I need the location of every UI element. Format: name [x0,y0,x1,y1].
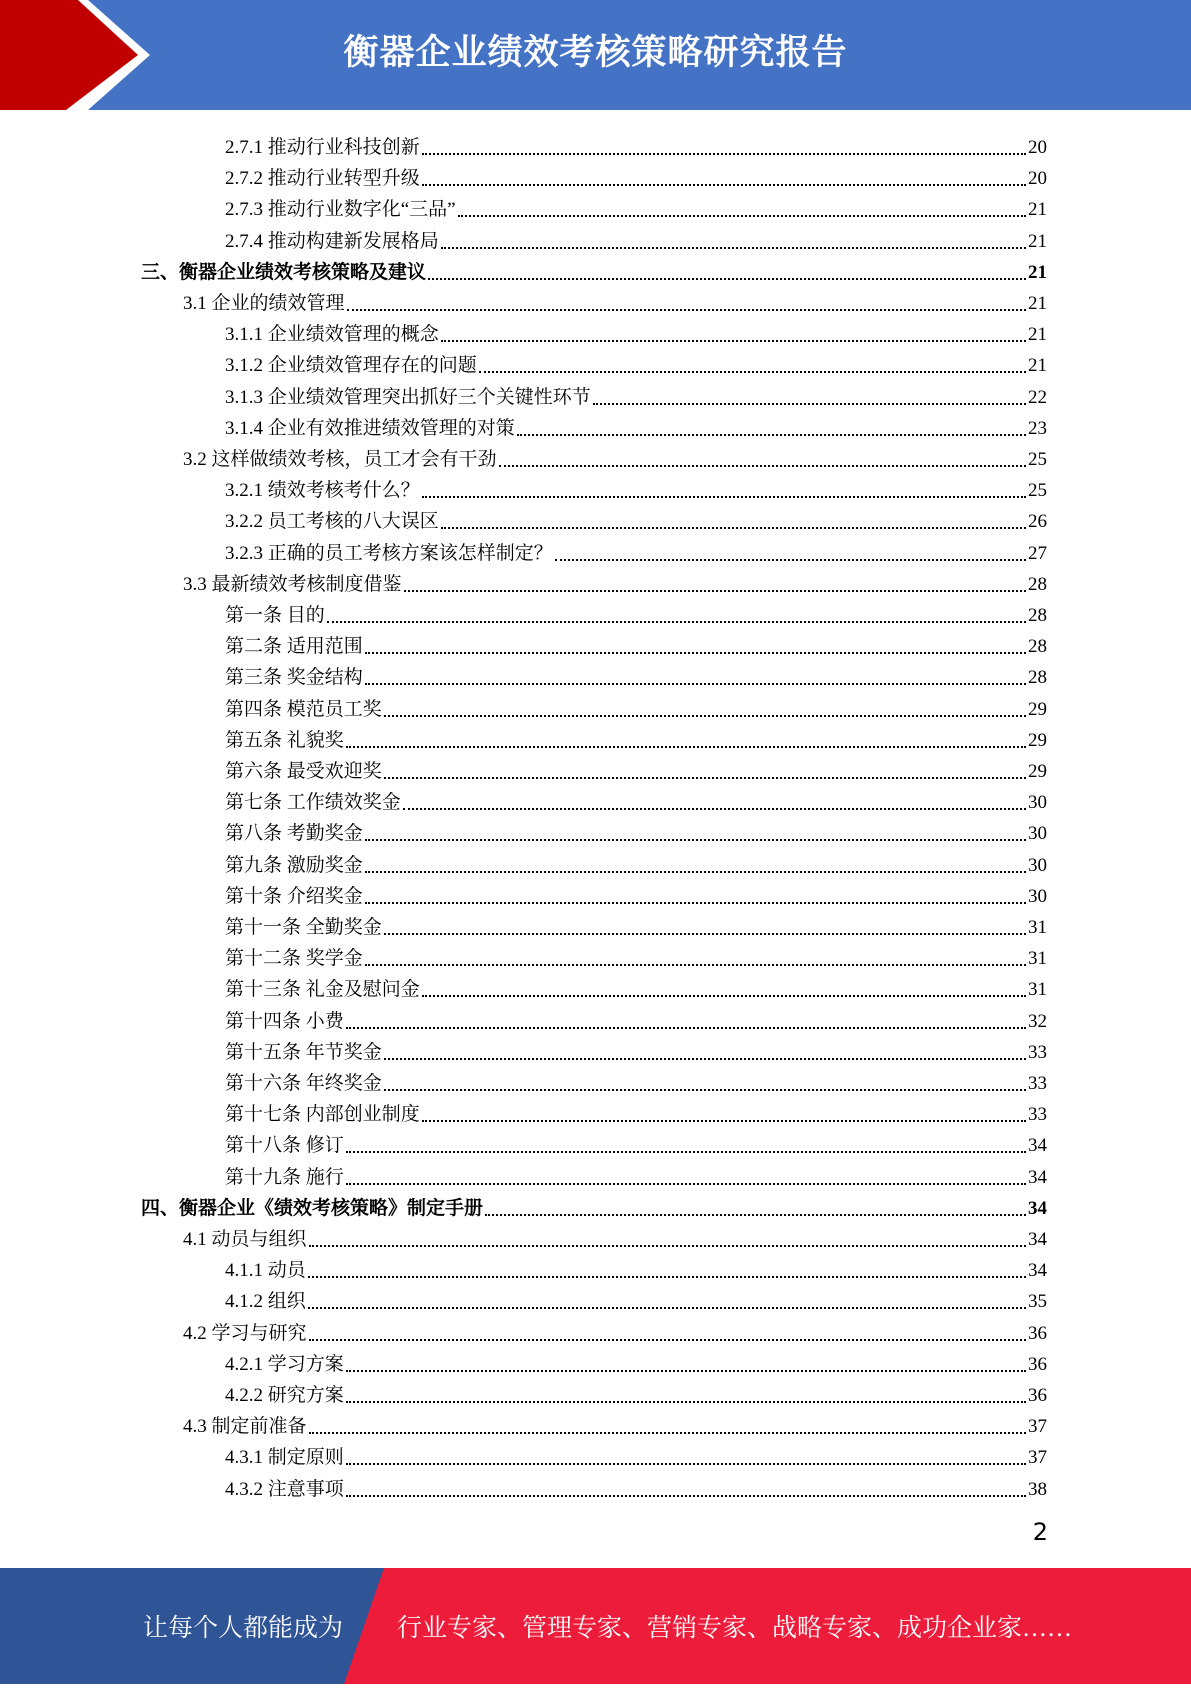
toc-entry[interactable] [225,627,1047,658]
toc-entry-page-number: 21 [1028,230,1047,252]
toc-entry-title: 4.1.1 动员 [225,1260,306,1282]
toc-entry-page-number: 34 [1028,1197,1047,1219]
toc-entry-page-number: 28 [1028,573,1047,595]
toc-entry[interactable] [225,190,1047,221]
toc-entry-page-number: 30 [1028,885,1047,907]
toc-entry-title: 4.1 动员与组织 [183,1229,307,1250]
toc-entry-page-number: 28 [1028,605,1047,626]
toc-entry-title: 4.2.1 学习方案 [225,1353,344,1375]
footer-banner [0,1568,1191,1684]
toc-entry[interactable] [225,1126,1047,1157]
toc-dot-leader [441,527,1026,529]
document-title: 衡器企业绩效考核策略研究报告 [343,33,848,73]
toc-dot-leader [346,1151,1026,1153]
toc-dot-leader [365,683,1026,685]
toc-dot-leader [346,1463,1026,1465]
toc-entry-page-number: 33 [1028,1041,1047,1063]
toc-entry-page-number: 30 [1028,854,1047,876]
toc-entry[interactable] [183,565,1047,596]
toc-entry-page-number: 22 [1028,386,1047,408]
toc-dot-leader [346,1183,1026,1185]
toc-entry-page-number: 37 [1028,1416,1047,1438]
toc-entry-title: 四、衡器企业《绩效考核策略》制定手册 [141,1197,484,1219]
toc-entry[interactable] [225,378,1047,409]
toc-dot-leader [384,1058,1026,1060]
toc-entry-page-number: 36 [1028,1385,1047,1406]
toc-entry-title: 第十九条 施行 [225,1166,344,1188]
toc-entry[interactable] [225,1251,1047,1282]
toc-dot-leader [365,902,1026,904]
toc-entry-page-number: 26 [1028,511,1047,533]
toc-entry[interactable] [225,658,1047,689]
footer-slogan-left: 让每个人都能成为 [143,1615,344,1642]
toc-entry-page-number: 35 [1028,1291,1047,1313]
toc-dot-leader [458,215,1026,217]
toc-entry-title: 4.3.1 制定原则 [225,1447,344,1469]
toc-entry-page-number: 31 [1028,948,1047,970]
footer-slogan-right: 行业专家、管理专家、营销专家、战略专家、成功企业家…… [397,1615,1073,1642]
toc-dot-leader [365,871,1026,873]
toc-entry-title: 第十七条 内部创业制度 [225,1104,420,1126]
toc-entry-title: 2.7.3 推动行业数字化“三品” [225,199,456,221]
toc-entry[interactable] [225,690,1047,721]
toc-entry[interactable] [225,1095,1047,1126]
toc-entry[interactable] [225,970,1047,1001]
toc-entry-page-number: 28 [1028,667,1047,689]
toc-entry-page-number: 29 [1028,698,1047,720]
toc-entry-page-number: 21 [1028,355,1047,377]
toc-dot-leader [422,153,1026,155]
toc-entry-page-number: 36 [1028,1322,1047,1344]
toc-entry-page-number: 34 [1028,1260,1047,1282]
toc-dot-leader [309,1432,1026,1434]
toc-entry-title: 第十条 介绍奖金 [225,885,363,907]
toc-entry[interactable] [225,346,1047,377]
toc-entry-page-number: 34 [1028,1166,1047,1188]
toc-entry[interactable] [225,1064,1047,1095]
toc-dot-leader [384,715,1026,717]
toc-entry[interactable] [225,877,1047,908]
toc-entry-title: 第九条 激励奖金 [225,854,363,876]
toc-entry-title: 三、衡器企业绩效考核策略及建议 [141,261,427,283]
toc-dot-leader [404,590,1026,592]
toc-entry[interactable] [225,1002,1047,1033]
page-number: 2 [1032,1518,1048,1546]
toc-entry-page-number: 36 [1028,1353,1047,1375]
toc-entry-title: 第一条 目的 [225,605,325,626]
toc-entry-page-number: 33 [1028,1104,1047,1126]
toc-entry-title: 第十四条 小费 [225,1010,344,1032]
toc-entry-title: 第五条 礼貌奖 [225,729,344,751]
toc-entry-page-number: 23 [1028,417,1047,439]
toc-entry-title: 3.1.4 企业有效推进绩效管理的对策 [225,417,515,439]
toc-dot-leader [365,652,1026,654]
toc-dot-leader [403,808,1026,810]
toc-entry-page-number: 20 [1028,137,1047,158]
toc-dot-leader [384,933,1026,935]
toc-dot-leader [346,1027,1026,1029]
toc-entry[interactable] [183,284,1047,315]
toc-entry[interactable] [141,1189,1047,1220]
toc-entry-page-number: 29 [1028,729,1047,751]
toc-entry[interactable] [183,440,1047,471]
toc-entry[interactable] [225,1033,1047,1064]
toc-entry[interactable] [183,1314,1047,1345]
toc-dot-leader [422,496,1026,498]
toc-entry-page-number: 31 [1028,979,1047,1001]
toc-entry-title: 3.1.1 企业绩效管理的概念 [225,324,439,346]
toc-entry[interactable] [225,939,1047,970]
toc-entry[interactable] [225,783,1047,814]
toc-entry[interactable] [141,253,1047,284]
toc-dot-leader [365,839,1026,841]
toc-entry[interactable] [225,1438,1047,1469]
toc-entry-page-number: 30 [1028,823,1047,845]
toc-entry[interactable] [225,502,1047,533]
toc-entry-title: 第十三条 礼金及慰问金 [225,979,420,1001]
toc-entry-page-number: 27 [1028,542,1047,564]
toc-dot-leader [441,247,1026,249]
toc-dot-leader [365,964,1026,966]
toc-entry[interactable] [225,222,1047,253]
toc-dot-leader [346,1495,1026,1497]
toc-entry-page-number: 34 [1028,1229,1047,1250]
toc-entry-title: 4.2.2 研究方案 [225,1385,344,1406]
toc-entry-title: 4.3.2 注意事项 [225,1478,344,1500]
toc-entry[interactable] [225,315,1047,346]
toc-entry-title: 4.1.2 组织 [225,1291,306,1313]
toc-entry-title: 2.7.4 推动构建新发展格局 [225,230,439,252]
toc-entry-title: 4.2 学习与研究 [183,1322,307,1344]
toc-dot-leader [517,434,1026,436]
toc-entry-title: 第三条 奖金结构 [225,667,363,689]
toc-dot-leader [347,309,1026,311]
toc-entry-page-number: 31 [1028,917,1047,938]
toc-entry-title: 第十六条 年终奖金 [225,1073,382,1094]
toc-entry-title: 3.1.2 企业绩效管理存在的问题 [225,355,477,377]
toc-entry[interactable] [225,1470,1047,1501]
toc-entry[interactable] [225,752,1047,783]
toc-dot-leader [346,1370,1026,1372]
toc-entry[interactable] [225,409,1047,440]
toc-entry[interactable] [225,534,1047,565]
toc-entry-title: 第四条 模范员工奖 [225,698,382,720]
toc-entry-title: 第十八条 修订 [225,1135,344,1157]
toc-entry[interactable] [225,596,1047,627]
toc-entry-title: 3.2.3 正确的员工考核方案该怎样制定？ [225,542,553,564]
toc-dot-leader [428,278,1026,280]
toc-entry-page-number: 25 [1028,449,1047,470]
toc-entry-title: 3.1.3 企业绩效管理突出抓好三个关键性环节 [225,386,591,408]
toc-entry-title: 2.7.2 推动行业转型升级 [225,168,420,190]
toc-dot-leader [485,1214,1026,1216]
toc-dot-leader [593,403,1026,405]
toc-entry[interactable] [225,814,1047,845]
toc-entry-title: 3.2.1 绩效考核考什么？ [225,480,420,502]
toc-entry-title: 第二条 适用范围 [225,636,363,658]
toc-dot-leader [441,340,1026,342]
toc-entry[interactable] [183,1220,1047,1251]
toc-dot-leader [555,559,1026,561]
toc-entry-page-number: 34 [1028,1135,1047,1157]
toc-entry-page-number: 33 [1028,1073,1047,1094]
toc-entry-page-number: 21 [1028,293,1047,314]
toc-entry[interactable] [225,721,1047,752]
toc-dot-leader [327,621,1026,623]
toc-dot-leader [309,1339,1026,1341]
toc-dot-leader [308,1276,1026,1278]
toc-entry-title: 3.3 最新绩效考核制度借鉴 [183,573,402,595]
toc-dot-leader [422,184,1026,186]
toc-entry[interactable] [225,471,1047,502]
toc-dot-leader [499,465,1026,467]
toc-entry-title: 3.1 企业的绩效管理 [183,293,345,314]
toc-entry-page-number: 21 [1028,324,1047,346]
toc-entry[interactable] [225,1376,1047,1407]
toc-entry-page-number: 20 [1028,168,1047,190]
toc-entry-title: 第八条 考勤奖金 [225,823,363,845]
toc-entry[interactable] [225,846,1047,877]
toc-dot-leader [422,995,1026,997]
toc-entry-page-number: 28 [1028,636,1047,658]
toc-dot-leader [309,1245,1026,1247]
toc-entry-title: 第六条 最受欢迎奖 [225,761,382,782]
toc-entry[interactable] [225,128,1047,159]
toc-entry-page-number: 21 [1028,199,1047,221]
toc-entry[interactable] [225,1282,1047,1313]
toc-entry[interactable] [225,908,1047,939]
toc-dot-leader [384,1089,1026,1091]
toc-entry-title: 3.2 这样做绩效考核，员工才会有干劲 [183,449,497,470]
toc-entry-title: 第十二条 奖学金 [225,948,363,970]
toc-entry-page-number: 37 [1028,1447,1047,1469]
toc-entry-title: 第七条 工作绩效奖金 [225,792,401,814]
toc-entry-title: 4.3 制定前准备 [183,1416,307,1438]
toc-entry[interactable] [183,1407,1047,1438]
toc-dot-leader [422,1120,1026,1122]
toc-entry-page-number: 21 [1028,261,1047,283]
toc-dot-leader [346,746,1026,748]
toc-entry[interactable] [225,1345,1047,1376]
toc-dot-leader [346,1401,1026,1403]
toc-entry-page-number: 32 [1028,1010,1047,1032]
toc-dot-leader [308,1307,1026,1309]
toc-entry-title: 第十五条 年节奖金 [225,1041,382,1063]
toc-entry-page-number: 29 [1028,761,1047,782]
toc-entry-title: 第十一条 全勤奖金 [225,917,382,938]
toc-entry-page-number: 30 [1028,792,1047,814]
toc-entry[interactable] [225,159,1047,190]
toc-entry-page-number: 25 [1028,480,1047,502]
toc-entry[interactable] [225,1158,1047,1189]
toc-entry-page-number: 38 [1028,1478,1047,1500]
toc-entry-title: 2.7.1 推动行业科技创新 [225,137,420,158]
toc-dot-leader [479,371,1026,373]
toc-dot-leader [384,777,1026,779]
header-banner [0,0,1191,110]
toc-entry-title: 3.2.2 员工考核的八大误区 [225,511,439,533]
